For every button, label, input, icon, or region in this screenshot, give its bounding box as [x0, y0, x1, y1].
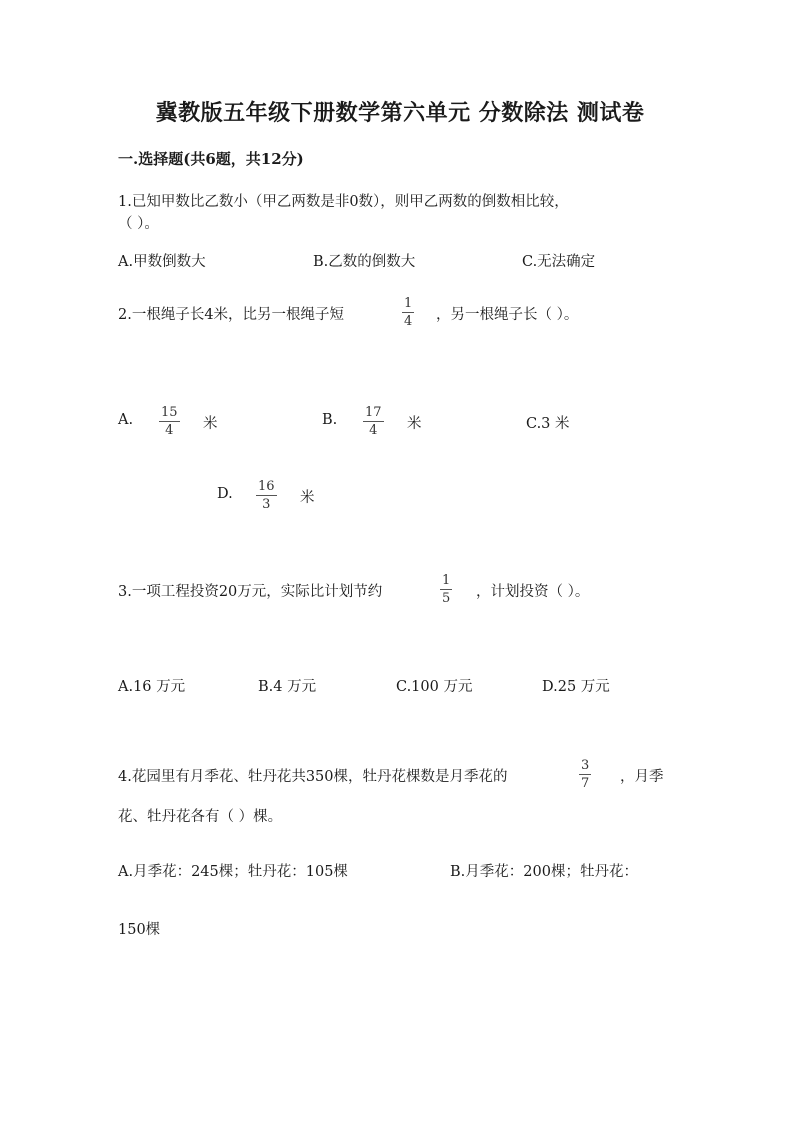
section-heading: 一.选择题(共6题，共12分): [118, 150, 304, 168]
question-4-fraction: [579, 758, 591, 791]
question-4-option-a[interactable]: A.月季花：245棵；牡丹花：105棵: [118, 864, 348, 880]
question-2-option-c[interactable]: C.3 米: [526, 416, 570, 432]
fraction-bar: [363, 421, 384, 422]
fraction-numerator: 3: [581, 758, 590, 773]
question-2-option-b-fraction: [363, 405, 384, 438]
question-3-fraction: [440, 573, 452, 606]
question-1-option-b[interactable]: B.乙数的倒数大: [313, 254, 416, 270]
fraction-denominator: 4: [369, 423, 378, 438]
question-4-option-b-continued: 150棵: [118, 922, 161, 938]
question-1-option-a[interactable]: A.甲数倒数大: [118, 254, 206, 270]
question-2-text-after: ，另一根绳子长（ ）。: [436, 307, 579, 323]
question-3-option-a[interactable]: A.16 万元: [118, 679, 186, 695]
question-3-text-after: ，计划投资（ ）。: [476, 584, 590, 600]
fraction-denominator: 3: [262, 497, 271, 512]
question-2-fraction: [402, 296, 414, 329]
question-2-option-a-label[interactable]: A.: [118, 412, 134, 428]
page-title: 冀教版五年级下册数学第六单元 分数除法 测试卷: [155, 100, 645, 126]
question-2-option-d-label[interactable]: D.: [217, 486, 233, 502]
question-2-text-before: 2.一根绳子长4米，比另一根绳子短: [118, 307, 345, 323]
fraction-bar: [256, 495, 277, 496]
fraction-denominator: 7: [581, 776, 590, 791]
question-4-text-before: 4.花园里有月季花、牡丹花共350棵，牡丹花棵数是月季花的: [118, 769, 508, 785]
question-2-option-a-unit: 米: [203, 416, 218, 432]
question-4-text-after: ，月季: [620, 769, 664, 785]
question-2-option-d-fraction: [256, 479, 277, 512]
fraction-denominator: 4: [165, 423, 174, 438]
question-2-option-a-fraction: [159, 405, 180, 438]
question-3-option-d[interactable]: D.25 万元: [542, 679, 610, 695]
question-1-line-1: 1.已知甲数比乙数小（甲乙两数是非0数），则甲乙两数的倒数相比较，: [118, 194, 569, 210]
fraction-denominator: 4: [404, 314, 413, 329]
question-1-option-c[interactable]: C.无法确定: [522, 254, 596, 270]
fraction-numerator: 16: [258, 479, 275, 494]
question-2-option-b-label[interactable]: B.: [322, 412, 338, 428]
question-1-line-2: （ ）。: [118, 216, 159, 232]
question-3-option-b[interactable]: B.4 万元: [258, 679, 317, 695]
question-2-option-d-unit: 米: [300, 490, 315, 506]
fraction-bar: [159, 421, 180, 422]
fraction-numerator: 1: [404, 296, 413, 311]
fraction-bar: [440, 589, 452, 590]
question-3-option-c[interactable]: C.100 万元: [396, 679, 473, 695]
question-4-option-b[interactable]: B.月季花：200棵；牡丹花：: [450, 864, 638, 880]
question-4-line-2: 花、牡丹花各有（ ）棵。: [118, 809, 283, 825]
fraction-bar: [402, 312, 414, 313]
question-3-text-before: 3.一项工程投资20万元，实际比计划节约: [118, 584, 383, 600]
fraction-numerator: 15: [161, 405, 178, 420]
fraction-denominator: 5: [442, 591, 451, 606]
question-2-option-b-unit: 米: [407, 416, 422, 432]
fraction-bar: [579, 774, 591, 775]
fraction-numerator: 1: [442, 573, 451, 588]
fraction-numerator: 17: [365, 405, 382, 420]
